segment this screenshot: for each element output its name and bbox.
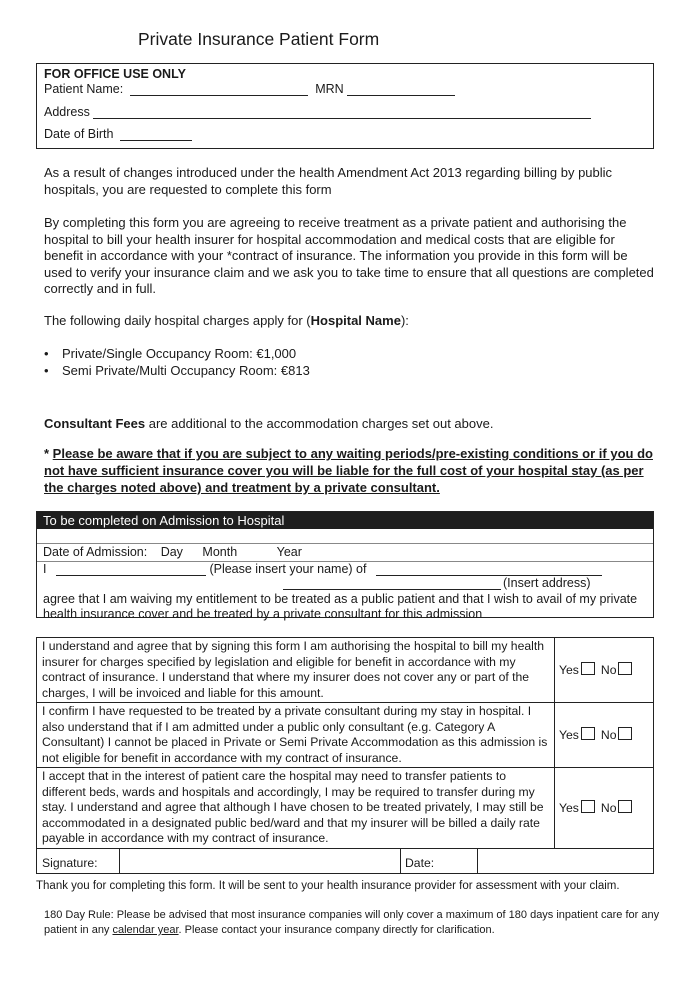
yes-label: Yes (559, 662, 579, 677)
signature-row (37, 848, 654, 873)
form-title: Private Insurance Patient Form (138, 29, 380, 49)
consultant-fees-note (44, 416, 654, 433)
consent-text: I understand and agree that by signing this form I am authorising the hospital to bill my health insurer for charges specified by legislation and eligible for benefit in accordance with my contract of insurance. I understand that where my insurer does not cover any or part of the charges, I will be invoiced and liable for this amount. (37, 638, 555, 703)
calendar-year-text: calendar year (112, 924, 179, 936)
patient-name-input[interactable] (56, 575, 206, 576)
dob-row (44, 127, 192, 141)
rule-text-before: 180 Day Rule: Please be advised that most insurance companies will only cover a maximum of 180 days inpatient care for any patient in any (44, 909, 660, 936)
consent-text: I accept that in the interest of patient care the hospital may need to transfer patients to different beds, wards and hospitals and accordingly, I may be required to transfer during my stay. I understand and agree that although I have chosen to be treated privately, I may still be accommodated in a designated public bed/ward and that my insurer will be billed a daily rate payable in accordance with my contract of insurance. (37, 768, 555, 849)
consultant-fees-bold: Consultant Fees (44, 416, 146, 431)
address-label: Address (44, 105, 90, 119)
charges-suffix: ): (400, 313, 409, 328)
admission-section (36, 511, 654, 621)
address-input-line-2[interactable] (283, 575, 501, 590)
address-hint: (Insert address) (503, 576, 591, 590)
name-address-row (43, 562, 602, 576)
agree-text: agree that I am waiving my entitlement to be treated as a public patient and that I wish to avail of my private health insurance cover and be treated by a private consultant for this admission (43, 592, 638, 621)
signature-label: Signature: (42, 856, 98, 870)
charge-item: • Private/Single Occupancy Room: €1,000 (44, 345, 310, 362)
mrn-label: MRN (315, 82, 344, 96)
yes-checkbox[interactable] (581, 662, 595, 675)
yes-no-cell (555, 638, 654, 703)
yes-no-cell (555, 768, 654, 849)
yes-no-cell (555, 703, 654, 768)
yes-label: Yes (559, 800, 579, 815)
rule-text-after: . Please contact your insurance company directly for clarification. (178, 924, 495, 936)
admission-date-label: Date of Admission: (43, 545, 148, 559)
intro-paragraph-2: By completing this form you are agreeing to receive treatment as a private patient and authorising the hospital to bill your health insurer for hospital accommodation and medical costs that are eligible for benefit in accordance with your *contract of insurance. The information you provide in this form will be used to verify your insurance claim and we ask you to take time to ensure that all questions are completed correctly and in full. (44, 215, 654, 297)
charges-list (44, 345, 310, 379)
patient-name-row (44, 82, 455, 96)
address-row (44, 105, 591, 119)
180-day-rule-note (44, 908, 664, 938)
intro-paragraph-1: As a result of changes introduced under the health Amendment Act 2013 regarding billing by public hospitals, you are requested to complete this form (44, 165, 613, 197)
admission-header: To be completed on Admission to Hospital (37, 512, 653, 529)
yes-label: Yes (559, 727, 579, 742)
consent-row (37, 703, 654, 768)
no-label: No (600, 727, 617, 742)
consultant-fees-rest: are additional to the accommodation charges set out above. (145, 416, 494, 431)
charges-prefix: The following daily hospital charges apply for ( (44, 313, 311, 328)
office-use-box (36, 63, 654, 149)
signature-field[interactable] (119, 849, 400, 873)
admission-date-row (43, 545, 302, 559)
name-hint: (Please insert your name) of (209, 562, 367, 576)
warning-notice (44, 445, 654, 496)
warning-star: * (44, 446, 53, 461)
i-label: I (43, 562, 47, 576)
day-label[interactable]: Day (160, 545, 183, 559)
consent-text: I confirm I have requested to be treated by a private consultant during my stay in hospital. I also understand that if I am admitted under a public only consultant (e.g. Category A Consultant) I cannot be placed in Private or Semi Private Accommodation as this admission is not eligible for benefit in accordance with my contract of insurance. (37, 703, 555, 768)
year-label[interactable]: Year (276, 545, 302, 559)
consent-table (36, 637, 654, 874)
mrn-field[interactable] (347, 95, 455, 96)
date-label: Date: (405, 856, 435, 870)
patient-name-field[interactable] (130, 95, 308, 96)
month-label[interactable]: Month (202, 545, 238, 559)
no-checkbox[interactable] (618, 662, 632, 675)
consent-row (37, 768, 654, 849)
date-field[interactable] (477, 849, 653, 873)
consent-row (37, 638, 654, 703)
dob-label: Date of Birth (44, 127, 114, 141)
charges-intro (44, 313, 654, 330)
charge-item: • Semi Private/Multi Occupancy Room: €813 (44, 362, 310, 379)
address-field[interactable] (93, 118, 591, 119)
no-checkbox[interactable] (618, 727, 632, 740)
no-label: No (600, 800, 617, 815)
hospital-name-placeholder: Hospital Name (310, 313, 401, 328)
no-checkbox[interactable] (618, 800, 632, 813)
warning-text: Please be aware that if you are subject to any waiting periods/pre-existing conditions or if you do not have sufficient insurance cover you will be liable for the full cost of your hospital stay (as per the charges noted above) and treatment by a private consultant. (44, 446, 653, 495)
divider (37, 543, 653, 544)
yes-checkbox[interactable] (581, 727, 595, 740)
no-label: No (600, 662, 617, 677)
yes-checkbox[interactable] (581, 800, 595, 813)
patient-name-label: Patient Name: (44, 82, 124, 96)
thank-you-note: Thank you for completing this form. It will be sent to your health insurance provider for assessment with your claim. (36, 880, 620, 892)
office-use-heading: FOR OFFICE USE ONLY (44, 67, 186, 81)
dob-field[interactable] (120, 140, 192, 141)
